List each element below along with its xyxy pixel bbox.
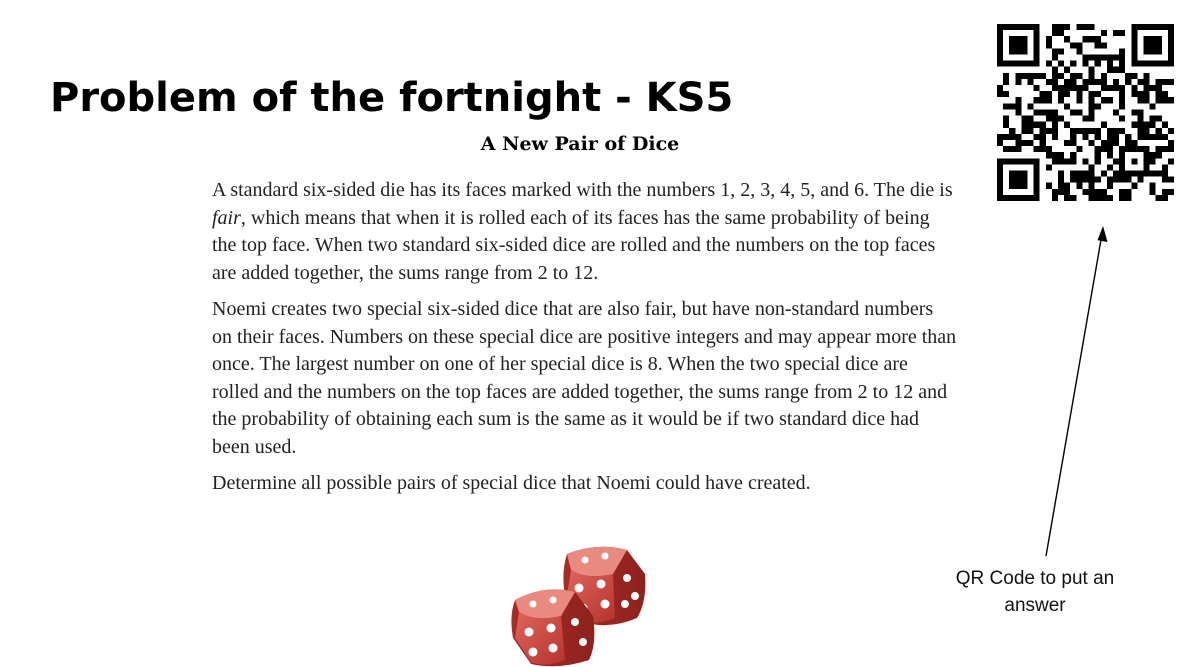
problem-question: Determine all possible pairs of special dice that Noemi could have created.: [212, 472, 811, 494]
qr-caption: QR Code to put an answer: [955, 568, 1115, 616]
problem-heading: A New Pair of Dice: [480, 133, 680, 155]
problem-body: [212, 177, 957, 507]
fair-emphasis: fair: [212, 206, 241, 229]
problem-paragraph-2: Noemi creates two special six-sided dice that are also fair, but have non-standard numbers on their faces. Numbers on these special dice are positive integers and may appear more than once. The largest number on one of her special dice is 8. When the two special dice are rolled and the numbers on the top faces are added together, the sums range from 2 to 12 and the probability of obtaining each sum is the same as it would be if two standard dice had been used.: [212, 298, 957, 458]
problem-paragraph-1: [212, 177, 957, 287]
dice-icon: [505, 540, 655, 667]
problem-paragraph-1-start: A standard six-sided die has its faces marked with the numbers 1, 2, 3, 4, 5, and 6. The die is: [212, 179, 953, 201]
slide-title: Problem of the fortnight - KS5: [50, 75, 734, 121]
problem-paragraph-1-end: , which means that when it is rolled each of its faces has the same probability of being the top face. When two standard six-sided dice are rolled and the numbers on the top faces are added together, the sums range from 2 to 12.: [212, 206, 936, 284]
qr-code-icon[interactable]: [997, 24, 1174, 201]
arrow-icon: [1030, 220, 1120, 560]
qr-code-graphic: [997, 24, 1174, 201]
